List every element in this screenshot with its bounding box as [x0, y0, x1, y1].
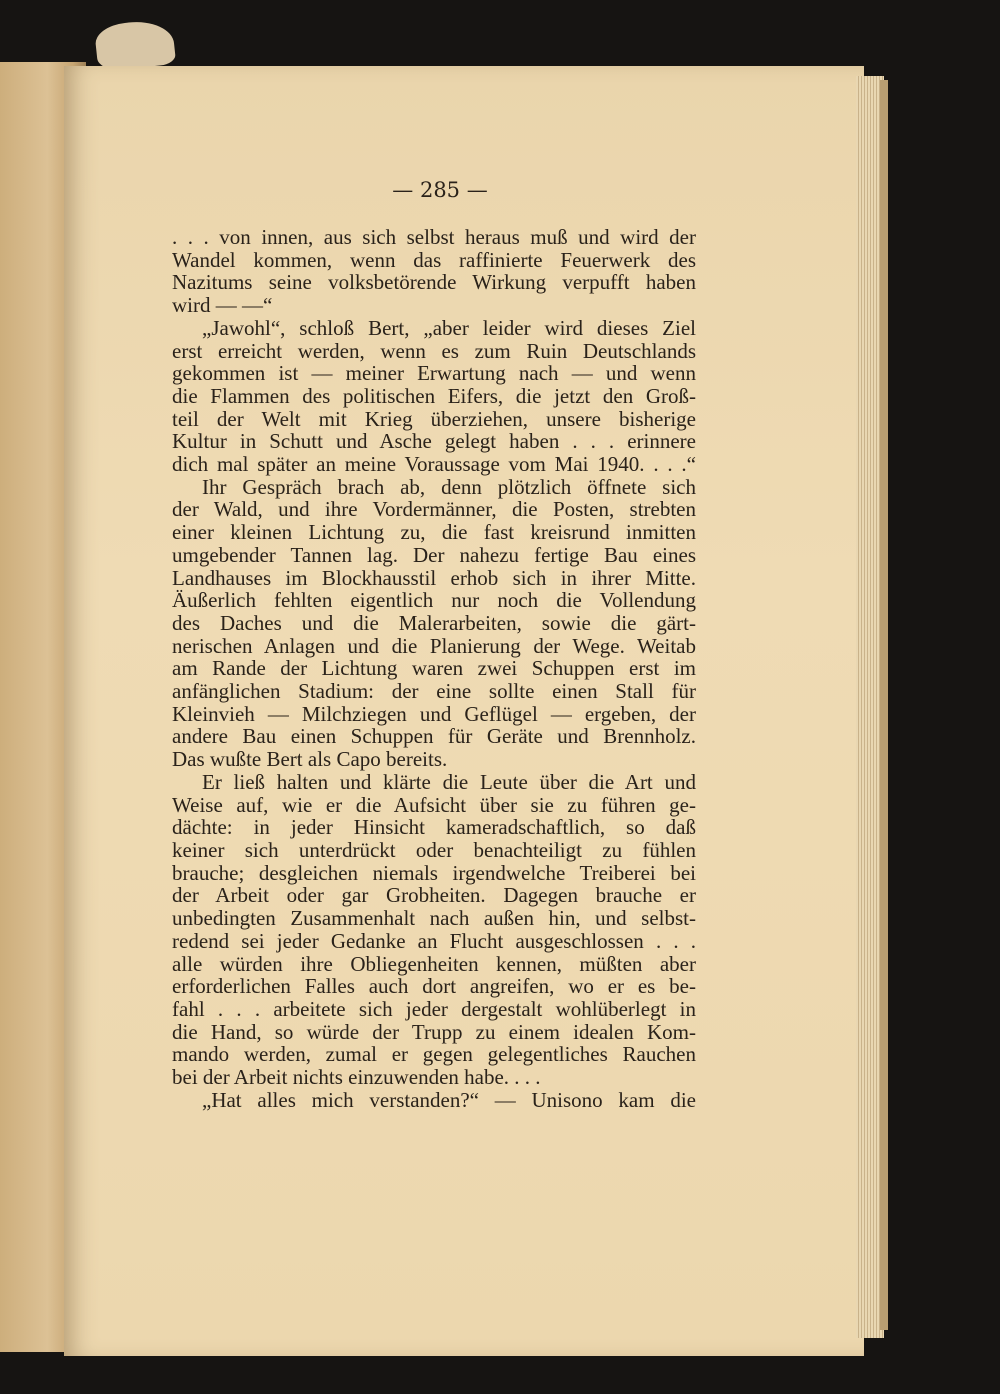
text-line: dich mal später an meine Voraussage vom Mai 1940. . . .“ [172, 452, 696, 477]
text-line: der Arbeit oder gar Grobheiten. Dagegen brauche er [172, 883, 696, 908]
text-line: erforderlichen Falles auch dort angreifen, wo er es be- [172, 974, 696, 999]
page-body-text [172, 226, 696, 1111]
text-line: die Flammen des politischen Eifers, die jetzt den Groß- [172, 383, 696, 408]
text-line: Äußerlich fehlten eigentlich nur noch die Vollendung [172, 588, 696, 613]
text-line: Landhauses im Blockhausstil erhob sich in ihrer Mitte. [172, 565, 696, 590]
text-line: einer kleinen Lichtung zu, die fast kreisrund inmitten [172, 520, 696, 545]
text-line: „Hat alles mich verstanden?“ — Unisono kam die [202, 1087, 696, 1112]
text-line: „Jawohl“, schloß Bert, „aber leider wird dieses Ziel [202, 315, 696, 340]
cover-edge [880, 80, 888, 1330]
text-line: Er ließ halten und klärte die Leute über die Art und [202, 769, 696, 794]
text-line: Wandel kommen, wenn das raffinierte Feuerwerk des [172, 247, 696, 272]
page-number: — 285 — [392, 178, 488, 202]
text-line: brauche; desgleichen niemals irgendwelche Treiberei bei [172, 860, 696, 885]
text-line: umgebender Tannen lag. Der nahezu fertige Bau eines [172, 542, 696, 567]
text-line: andere Bau einen Schuppen für Geräte und Brennholz. [172, 724, 696, 749]
text-line: wird — —“ [172, 293, 273, 318]
text-line: die Hand, so würde der Trupp zu einem idealen Kom- [172, 1019, 696, 1044]
text-line: am Rande der Lichtung waren zwei Schuppen erst im [172, 656, 696, 681]
text-line: der Wald, und ihre Vordermänner, die Posten, strebten [172, 497, 696, 522]
text-line: Kleinvieh — Milchziegen und Geflügel — ergeben, der [172, 701, 696, 726]
text-line: . . . von innen, aus sich selbst heraus muß und wird der [172, 225, 696, 249]
text-line: Ihr Gespräch brach ab, denn plötzlich öffnete sich [202, 474, 696, 499]
text-line: unbedingten Zusammenhalt nach außen hin, und selbst- [172, 906, 696, 931]
text-line: teil der Welt mit Krieg überziehen, unsere bisherige [172, 406, 696, 431]
text-line: anfänglichen Stadium: der eine sollte einen Stall für [172, 679, 696, 704]
text-line: erst erreicht werden, wenn es zum Ruin Deutschlands [172, 338, 696, 363]
text-line: keiner sich unterdrückt oder benachteiligt zu fühlen [172, 837, 696, 862]
text-line: redend sei jeder Gedanke an Flucht ausgeschlossen . . . [172, 928, 696, 953]
text-line: dächte: in jeder Hinsicht kameradschaftlich, so daß [172, 815, 696, 840]
text-line: alle würden ihre Obliegenheiten kennen, müßten aber [172, 951, 696, 976]
text-line: des Daches und die Malerarbeiten, sowie die gärt- [172, 610, 696, 635]
text-line: gekommen ist — meiner Erwartung nach — und wenn [172, 361, 696, 386]
text-line: mando werden, zumal er gegen gelegentliches Rauchen [172, 1042, 696, 1067]
text-line: Weise auf, wie er die Aufsicht über sie zu führen ge- [172, 792, 696, 817]
text-line: fahl . . . arbeitete sich jeder dergestalt wohlüberlegt in [172, 996, 696, 1021]
text-line: Das wußte Bert als Capo bereits. [172, 747, 448, 772]
text-line: Kultur in Schutt und Asche gelegt haben . . . erinnere [172, 429, 696, 454]
text-line: nerischen Anlagen und die Planierung der Wege. Weitab [172, 633, 696, 658]
text-line: bei der Arbeit nichts einzuwenden habe. . . . [172, 1065, 541, 1090]
text-line: Nazitums seine volksbetörende Wirkung verpufft haben [172, 270, 696, 295]
torn-paper-corner [94, 18, 176, 72]
